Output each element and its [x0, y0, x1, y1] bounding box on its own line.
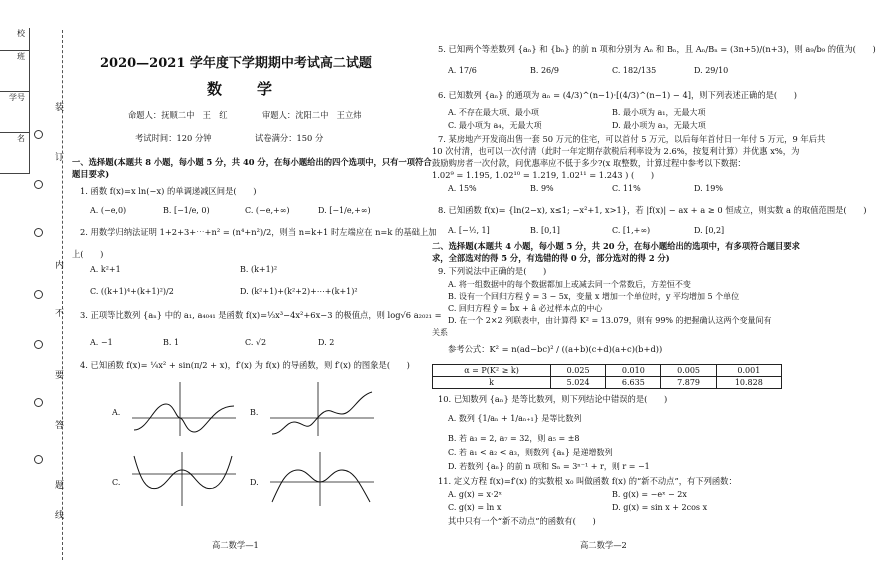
q4-graph-c: [128, 448, 240, 510]
q3-option-b[interactable]: B. 1: [163, 338, 180, 347]
table-cell: k: [433, 377, 551, 389]
info-box-number: 学号: [0, 92, 30, 133]
q9-option-a[interactable]: A. 将一组数据中的每个数据都加上或减去同一个常数后，方差恒不变: [448, 280, 691, 289]
q7-line1: 7. 某房地产开发商出售一套 50 万元的住宅，可以首付 5 万元，以后每年首付日一年付 5 万元，9 年后共: [438, 134, 826, 144]
q5-option-a[interactable]: A. 17/6: [448, 66, 477, 75]
reviewer: 审题人：沈阳二中 王立炜: [262, 110, 362, 120]
footer-left-page: 高二数学—1: [212, 540, 259, 550]
q4-graph-a: [128, 378, 240, 440]
q2-option-d[interactable]: D. (k²+1)+(k²+2)+⋯+(k+1)²: [240, 287, 358, 296]
q8-option-c[interactable]: C. [1,+∞): [612, 226, 651, 235]
proposer: 命题人：抚顺二中 王 红: [128, 110, 228, 120]
q6-option-c[interactable]: C. 最小项为 a₄，无最大项: [448, 121, 542, 130]
q8-option-a[interactable]: A. [−½, 1]: [448, 226, 490, 235]
q1-option-b[interactable]: B. [−1/e, 0): [163, 206, 210, 215]
q10-option-a[interactable]: A. 数列 {1/aₙ + 1/aₙ₊₁} 是等比数列: [448, 414, 582, 423]
q4-graph-b: [266, 378, 378, 440]
q3-option-d[interactable]: D. 2: [318, 338, 335, 347]
q4-graph-d: [266, 448, 378, 510]
q2-option-c[interactable]: C. ((k+1)⁴+(k+1)²)/2: [90, 287, 174, 296]
fold-label: 内: [53, 260, 63, 269]
binding-hole: [34, 340, 43, 349]
q11-option-b[interactable]: B. g(x) = −eˣ − 2x: [612, 490, 687, 499]
info-box-school: 校: [0, 28, 30, 51]
q5-option-b[interactable]: B. 26/9: [530, 66, 559, 75]
table-cell: 0.005: [661, 365, 716, 377]
q7-option-b[interactable]: B. 9%: [530, 184, 554, 193]
q8-option-b[interactable]: B. [0,1]: [530, 226, 560, 235]
section2-heading-cont: 求，全部选对的得 5 分，有选错的得 0 分，部分选对的得 2 分): [432, 253, 670, 263]
q11-option-a[interactable]: A. g(x) = x·2ˣ: [448, 490, 503, 499]
q1-stem: 1. 函数 f(x)=x ln(−x) 的单调递减区间是( ): [80, 186, 257, 196]
q10-option-b[interactable]: B. 若 a₃ = 2, a₇ = 32，则 a₅ = ±8: [448, 434, 580, 443]
q7-option-d[interactable]: D. 19%: [694, 184, 723, 193]
info-box-class: 班: [0, 51, 30, 92]
q11-option-c[interactable]: C. g(x) = ln x: [448, 503, 502, 512]
q10-option-c[interactable]: C. 若 a₁ < a₂ < a₃，则数列 {aₙ} 是递增数列: [448, 448, 613, 457]
fold-label: 要: [53, 370, 63, 379]
subject-title: 数 学: [207, 80, 283, 98]
exam-title: 2020—2021 学年度下学期期中考试高二试题: [100, 56, 372, 71]
q6-stem: 6. 已知数列 {aₙ} 的通项为 aₙ = (4/3)^(n−1)·[(4/3)^(n−1) − 4]，则下列表述正确的是( ): [438, 90, 798, 100]
q10-option-d[interactable]: D. 若数列 {aₙ} 的前 n 项和 Sₙ = 3ⁿ⁻¹ + r，则 r = −1: [448, 462, 650, 471]
q3-option-c[interactable]: C. √2: [245, 338, 267, 347]
q3-option-a[interactable]: A. −1: [90, 338, 113, 347]
q2-option-b[interactable]: B. (k+1)²: [240, 265, 278, 274]
binding-hole: [34, 290, 43, 299]
section1-heading: 一、选择题(本题共 8 小题，每小题 5 分，共 40 分，在每小题给出的四个选项中，只有一项符合: [72, 157, 432, 167]
table-cell: 5.024: [551, 377, 606, 389]
table-row: [433, 377, 782, 389]
q7-line4: 1.02⁹ = 1.195, 1.02¹⁰ = 1.219, 1.02¹¹ = 1.243 ) ( ): [432, 170, 655, 180]
q4-option-c[interactable]: C.: [112, 478, 121, 487]
q11-tail: 其中只有一个“新不动点”的函数有( ): [448, 516, 596, 526]
q5-option-c[interactable]: C. 182/135: [612, 66, 657, 75]
q6-option-a[interactable]: A. 不存在最大项、最小项: [448, 108, 539, 117]
table-cell: 7.879: [661, 377, 716, 389]
q7-line3: 鼓励购房者一次付款，问优惠率应不低于多少?(x 取整数，计算过程中参考以下数据：: [432, 158, 746, 168]
table-cell: 0.010: [606, 365, 661, 377]
binding-hole: [34, 130, 43, 139]
student-info-boxes: [0, 28, 30, 174]
q5-stem: 5. 已知两个等差数列 {aₙ} 和 {bₙ} 的前 n 项和分别为 Aₙ 和 Bₙ，且 Aₙ/Bₙ = (3n+5)/(n+3)，则 a₉/b₉ 的值为( ): [438, 44, 876, 54]
q9-option-c[interactable]: C. 回归方程 ŷ = b̂x + â 必过样本点的中心: [448, 304, 603, 313]
section2-heading: 二、选择题(本题共 4 小题，每小题 5 分，共 20 分，在每小题给出的选项中，有多项符合题目要求: [432, 241, 800, 251]
binding-hole: [34, 228, 43, 237]
exam-time: 考试时间：120 分钟: [135, 133, 212, 143]
fold-label: 订: [53, 152, 63, 161]
k-value-table: [432, 364, 782, 389]
q5-option-d[interactable]: D. 29/10: [694, 66, 729, 75]
binding-hole: [34, 180, 43, 189]
q7-option-c[interactable]: C. 11%: [612, 184, 641, 193]
fold-label: 不: [53, 308, 63, 317]
q7-option-a[interactable]: A. 15%: [448, 184, 477, 193]
table-cell: 0.001: [716, 365, 781, 377]
table-cell: 6.635: [606, 377, 661, 389]
q4-option-d[interactable]: D.: [250, 478, 259, 487]
q1-option-d[interactable]: D. [−1/e,+∞): [318, 206, 371, 215]
q3-stem: 3. 正项等比数列 {aₙ} 中的 a₁, a₄₀₄₁ 是函数 f(x)=⅓x³−4x²+6x−3 的极值点，则 log√6 a₂₀₂₁ =: [80, 310, 442, 320]
fold-label: 装: [53, 102, 63, 111]
q2-stem-cont: 上( ): [72, 249, 104, 259]
fold-label: 线: [53, 510, 63, 519]
table-cell: 0.025: [551, 365, 606, 377]
table-cell: α = P(K² ≥ k): [433, 365, 551, 377]
q10-stem: 10. 已知数列 {aₙ} 是等比数列，则下列结论中错误的是( ): [438, 394, 668, 404]
q9-option-b[interactable]: B. 设有一个回归方程 ŷ = 3 − 5x，变量 x 增加一个单位时，y 平均增加 5 个单位: [448, 292, 740, 301]
q2-option-a[interactable]: A. k²+1: [90, 265, 121, 274]
fold-label: 题: [53, 480, 63, 489]
q7-line2: 10 次付清，也可以一次付清（此时一年定期存款税后利率设为 2.6%，按复利计算）并优惠 x%，为: [432, 146, 800, 156]
binding-hole: [34, 455, 43, 464]
q9-formula: 参考公式：K² = n(ad−bc)² / ((a+b)(c+d)(a+c)(b+d)): [448, 344, 663, 354]
footer-right-page: 高二数学—2: [580, 540, 627, 550]
info-box-name: 名: [0, 133, 30, 174]
q4-stem: 4. 已知函数 f(x)= ¼x² + sin(π/2 + x)，f′(x) 为 f(x) 的导函数，则 f′(x) 的图象是( ): [80, 360, 410, 370]
binding-hole: [34, 398, 43, 407]
q11-option-d[interactable]: D. g(x) = sin x + 2cos x: [612, 503, 708, 512]
q1-option-c[interactable]: C. (−e,+∞): [245, 206, 290, 215]
q8-option-d[interactable]: D. [0,2]: [694, 226, 725, 235]
binding-strip: [0, 0, 66, 574]
section1-heading-cont: 题目要求): [72, 169, 110, 179]
q8-stem: 8. 已知函数 f(x)= {ln(2−x), x≤1; −x²+1, x>1}，若 |f(x)| − ax + a ≥ 0 恒成立，则实数 a 的取值范围是( ): [438, 205, 867, 215]
q2-stem: 2. 用数学归纳法证明 1+2+3+⋯+n² = (n⁴+n²)/2，则当 n=k+1 时左端应在 n=k 的基础上加: [80, 227, 437, 237]
q1-option-a[interactable]: A. (−e,0): [90, 206, 127, 215]
exam-score: 试卷满分：150 分: [255, 133, 324, 143]
q6-option-d[interactable]: D. 最小项为 a₃，无最大项: [612, 121, 706, 130]
q9-option-d-cont: 关系: [432, 328, 448, 337]
fold-label: 答: [53, 420, 63, 429]
q9-option-d[interactable]: D. 在一个 2×2 列联表中，由计算得 K² = 13.079，则有 99% 的把握确认这两个变量间有: [448, 316, 772, 325]
q9-stem: 9. 下列说法中正确的是( ): [438, 266, 547, 276]
q6-option-b[interactable]: B. 最小项为 a₁，无最大项: [612, 108, 706, 117]
table-row: [433, 365, 782, 377]
q4-option-a[interactable]: A.: [112, 408, 121, 417]
table-cell: 10.828: [716, 377, 781, 389]
q11-stem: 11. 定义方程 f(x)=f′(x) 的实数根 x₀ 叫做函数 f(x) 的“新不动点”，有下列函数：: [438, 476, 737, 486]
q4-option-b[interactable]: B.: [250, 408, 259, 417]
